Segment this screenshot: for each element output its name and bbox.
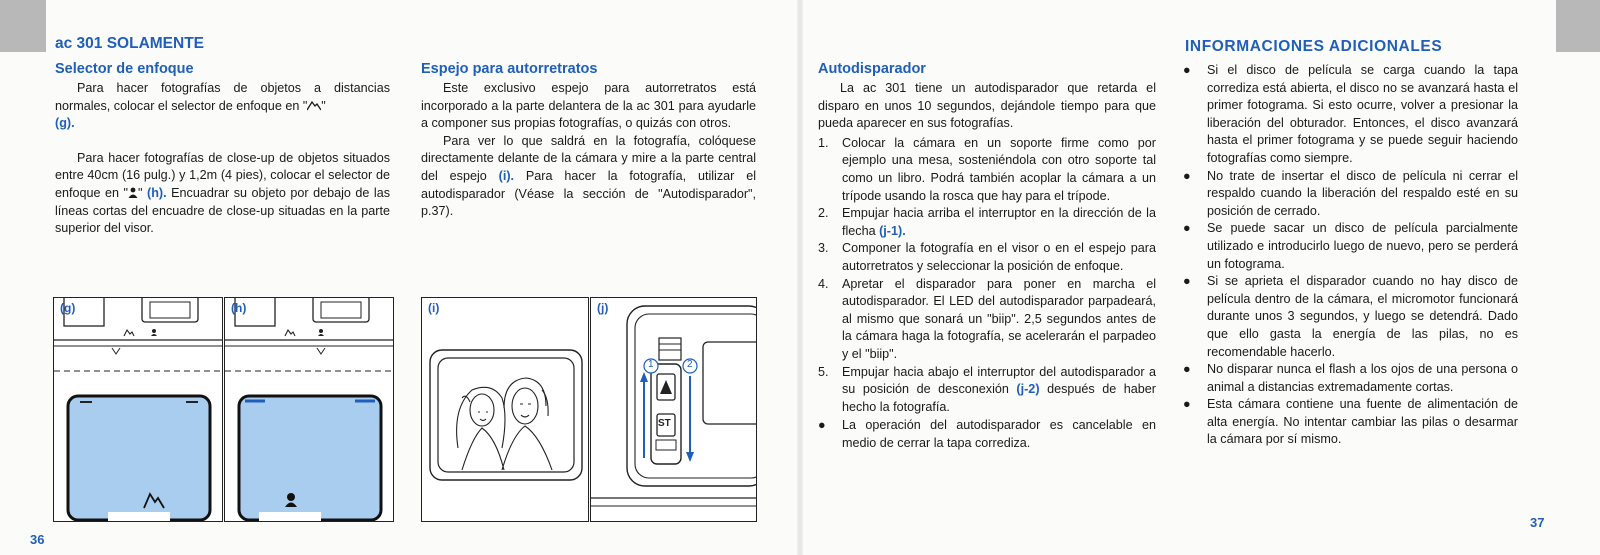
info-bullet — [1183, 396, 1518, 449]
figure-i-label: (i) — [428, 301, 440, 315]
self-timer-title: Autodisparador — [818, 61, 926, 77]
focus-p1-close: " — [321, 98, 326, 113]
mirror-ref-i: (i). — [498, 168, 515, 183]
step-number: 4. — [818, 276, 829, 291]
step-text-after: después de haber hecho la fotografía. — [842, 382, 1156, 414]
self-timer-step — [818, 240, 1156, 275]
self-timer-note-text: La operación del autodisparador es cancelable en medio de cerrar la tapa corrediza. — [842, 418, 1156, 450]
figure-j-marker-2: 2 — [687, 359, 693, 370]
focus-p2-text: Para hacer fotografías de close-up de objetos situados entre 40cm (16 pulg.) y 1,2m (4 pies), colocar el selector de enfoque en " — [55, 150, 390, 200]
info-bullet-text: Si el disco de película se carga cuando la tapa corrediza está abierta, el disco no se avanzará hasta el primer fotograma. Si esto ocurre, volver a presionar la liberación del obturador. Entonces, el disco avanzará hasta el primer fotograma y se puede seguir haciendo fotografías como siempre. — [1207, 63, 1518, 165]
mirror-p2-text: Para ver lo que saldrá en la fotografía, colóquese directamente delante de la cámara y mire a la parte central del espejo — [421, 133, 756, 183]
mirror-title: Espejo para autorretratos — [421, 61, 598, 77]
person-focus-icon — [128, 187, 138, 198]
figure-g — [53, 297, 223, 522]
mountain-focus-icon — [307, 100, 321, 111]
step-figure-ref: (j-2) — [1016, 382, 1040, 397]
figure-h — [224, 297, 394, 522]
self-timer-step — [818, 135, 1156, 205]
mirror-paragraph-2 — [421, 133, 756, 221]
info-bullet — [1183, 273, 1518, 361]
focus-selector-text — [55, 80, 390, 238]
bullet-icon: ● — [1183, 362, 1191, 377]
mirror-text — [421, 80, 756, 221]
thumb-tab-left — [0, 0, 46, 52]
info-bullet — [1183, 168, 1518, 221]
info-bullet-list — [1183, 62, 1518, 449]
info-bullet-text: Se puede sacar un disco de película parcialmente utilizado e introducirlo luego de nuevo, pero se perderá un fotograma. — [1207, 221, 1518, 271]
bullet-icon: ● — [1183, 168, 1191, 183]
figure-j-st-label: ST — [658, 418, 671, 429]
figure-g-illustration — [54, 298, 223, 522]
step-text: Empujar hacia arriba el interruptor en la dirección de la flecha — [842, 206, 1156, 238]
figure-h-label: (h) — [231, 301, 247, 315]
info-bullet — [1183, 220, 1518, 273]
bullet-icon: ● — [818, 418, 826, 433]
focus-ref-g: (g). — [55, 116, 75, 131]
page-number-left: 36 — [30, 532, 45, 547]
self-timer-text — [818, 80, 1156, 452]
self-timer-step — [818, 276, 1156, 364]
info-bullet-text: Esta cámara contiene una fuente de alimentación de alta energía. No intentar cambiar las pilas o desarmar la cámara por sí mismo. — [1207, 397, 1518, 447]
self-timer-intro: La ac 301 tiene un autodisparador que retarda el disparo en unos 10 segundos, dejándole tiempo para que pueda aparecer en sus fotografías. — [818, 81, 1156, 131]
focus-p2-rest: Encuadrar su objeto por debajo de las líneas cortas del encuadre de close-up situadas en la parte superior del visor. — [55, 185, 391, 236]
bullet-icon: ● — [1183, 63, 1191, 77]
focus-paragraph-closeup — [55, 150, 390, 238]
info-bullet — [1183, 62, 1518, 168]
figure-h-illustration — [225, 298, 394, 522]
figure-i — [421, 297, 589, 522]
info-text — [1183, 62, 1518, 449]
step-number: 2. — [818, 206, 829, 221]
focus-selector-title: Selector de enfoque — [55, 61, 194, 77]
info-bullet-text: No trate de insertar el disco de película ni cerrar el respaldo cuando la liberación del respaldo esté en su posición de cerrado. — [1207, 168, 1518, 218]
bullet-icon: ● — [1183, 274, 1191, 289]
step-number: 1. — [818, 135, 829, 150]
step-text: Componer la fotografía en el visor o en el espejo para autorretratos y seleccionar la posición de enfoque. — [842, 241, 1156, 273]
bullet-icon: ● — [1183, 221, 1191, 236]
focus-paragraph-normal — [55, 80, 390, 133]
self-timer-step — [818, 205, 1156, 240]
step-text: Empujar hacia abajo el interruptor del autodisparador a su posición de desconexión — [842, 364, 1156, 397]
focus-ref-h: (h). — [147, 185, 167, 200]
self-timer-note — [818, 417, 1156, 452]
figure-i-illustration — [422, 298, 589, 522]
step-number: 3. — [818, 241, 829, 256]
figure-j — [590, 297, 757, 522]
info-title: INFORMACIONES ADICIONALES — [1185, 38, 1443, 55]
page-gutter — [797, 0, 803, 555]
figure-g-label: (g) — [60, 301, 76, 315]
figure-j-marker-1: 1 — [648, 359, 654, 370]
info-bullet-text: Si se aprieta el disparador cuando no hay disco de película dentro de la cámara, el micromotor funcionará durante unos 3 segundos, y luego se detendrá. Dado que ello gasta la energía de las pilas, no es recomendable hacerlo. — [1207, 274, 1518, 359]
focus-p1-text: Para hacer fotografías de objetos a distancias normales, colocar el selector de enfoque en " — [55, 81, 390, 113]
info-bullet — [1183, 361, 1518, 396]
page-number-right: 37 — [1530, 515, 1545, 530]
step-number: 5. — [818, 364, 829, 379]
step-text: Colocar la cámara en un soporte firme como por ejemplo una mesa, sosteniéndola con otro soporte tal como un libro. Podrá también acoplar la cámara a un trípode usando la rosca que hay para el trípode. — [842, 135, 1156, 203]
section-heading: ac 301 SOLAMENTE — [55, 35, 205, 52]
info-bullet-text: No disparar nunca el flash a los ojos de una persona o animal a distancias extremadamente cortas. — [1207, 362, 1518, 394]
mirror-paragraph-1: Este exclusivo espejo para autorretratos está incorporado a la parte delantera de la ac 301 para ayudarle a componer sus propias fotografías, o quizás con otros. — [421, 81, 756, 131]
bullet-icon: ● — [1183, 397, 1191, 412]
thumb-tab-right — [1556, 0, 1600, 52]
focus-p2-close: " — [138, 185, 143, 200]
mirror-p2-rest: Para hacer la fotografía, utilizar el autodisparador (Véase la sección de "Autodisparador", p.37). — [421, 168, 756, 219]
self-timer-steps — [818, 135, 1156, 417]
step-text: Apretar el disparador para poner en marcha el autodisparador. El LED del autodisparador parpadeará, al mismo que sonará un "biip". 2,5 segundos antes de la cámara haga la fotografía, se acelerarán el parpadeo y el "biip". — [842, 276, 1156, 361]
step-figure-ref: (j-1). — [879, 223, 906, 238]
self-timer-step — [818, 364, 1156, 417]
figure-j-illustration — [591, 298, 757, 522]
figure-j-label: (j) — [597, 301, 609, 315]
self-timer-note-list — [818, 417, 1156, 452]
